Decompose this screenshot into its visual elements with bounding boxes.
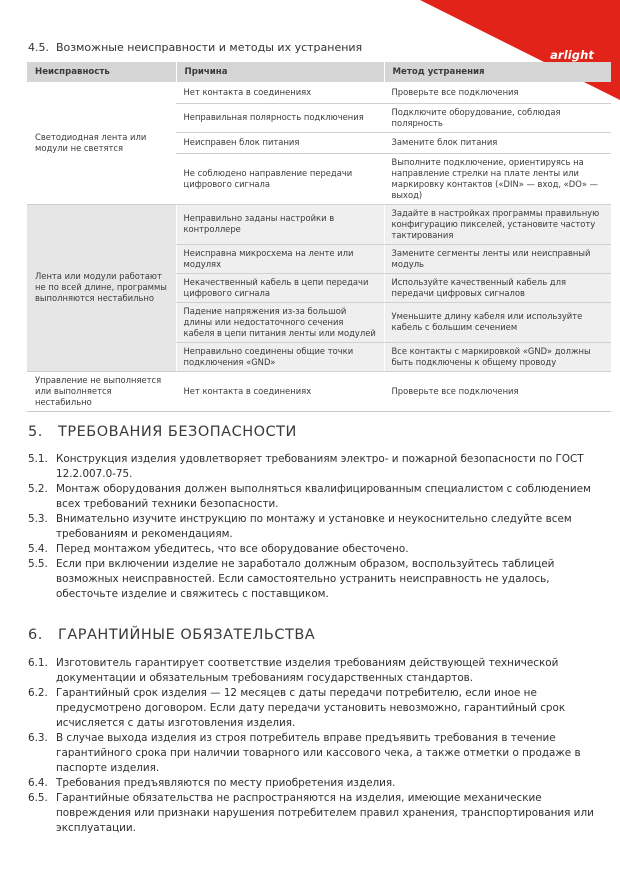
item-text: Гарантийный срок изделия — 12 месяцев с даты передачи потребителю, если иное не предусмотрено договором. Если дату передачи установить невозможно, гарантийный срок исчисляется с даты изготовления изделия. [56,687,566,729]
list-item [28,686,608,731]
item-text: Перед монтажом убедитесь, что все оборудование обесточено. [56,543,409,555]
cause-cell: Некачественный кабель в цепи передачи цифрового сигнала [176,273,384,302]
cause-cell: Падение напряжения из-за большой длины или недостаточного сечения кабеля в цепи питания ленты или модулей [176,302,384,342]
item-text: Гарантийные обязательства не распространяются на изделия, имеющие механические повреждения или признаки нарушения потребителем правил хранения, транспортирования или эксплуатации. [56,792,594,834]
item-text: Изготовитель гарантирует соответствие изделия требованиям действующей технической документации и обязательным требованиям государственных стандартов. [56,657,559,684]
fix-cell: Уменьшите длину кабеля или используйте кабель с большим сечением [384,302,611,342]
section-6-heading [28,627,315,643]
item-text: Если при включении изделие не заработало должным образом, воспользуйтесь таблицей возможных неисправностей. Если самостоятельно устранить неисправность не удалось, обесточьте изделие и свяжитесь с поставщиком. [56,558,555,600]
list-item [28,512,608,542]
faults-table [27,62,611,412]
fix-cell: Выполните подключение, ориентируясь на направление стрелки на плате ленты или маркировку контактов («DIN» — вход, «DO» — выход) [384,153,611,204]
cause-cell: Неисправна микросхема на ленте или модулях [176,244,384,273]
section-heading-text: ГАРАНТИЙНЫЕ ОБЯЗАТЕЛЬСТВА [58,627,316,643]
section-title-text: Возможные неисправности и методы их устранения [56,41,363,54]
item-text: Требования предъявляются по месту приобретения изделия. [56,777,396,789]
list-item [28,482,608,512]
list-item [28,791,608,836]
fix-cell: Замените блок питания [384,132,611,153]
fix-cell: Замените сегменты ленты или неисправный модуль [384,244,611,273]
item-number: 6.4. [28,777,48,789]
list-item [28,452,608,482]
header-fault: Неисправность [27,62,176,82]
section-heading-text: ТРЕБОВАНИЯ БЕЗОПАСНОСТИ [58,424,297,440]
cause-cell: Не соблюдено направление передачи цифрового сигнала [176,153,384,204]
symptom-cell: Лента или модули работают не по всей длине, программы выполняются нестабильно [27,204,176,371]
section-number: 5. [28,424,43,440]
cause-cell: Неправильная полярность подключения [176,103,384,132]
header-cause: Причина [176,62,384,82]
item-number: 6.3. [28,732,48,744]
list-item [28,776,608,791]
item-number: 6.1. [28,657,48,669]
item-number: 5.3. [28,513,48,525]
item-number: 6.2. [28,687,48,699]
section-number: 4.5. [28,41,49,54]
section-number: 6. [28,627,43,643]
symptom-cell: Светодиодная лента или модули не светятся [27,82,176,204]
section-5-heading [28,424,297,440]
cause-cell: Нет контакта в соединениях [176,371,384,411]
fix-cell: Используйте качественный кабель для передачи цифровых сигналов [384,273,611,302]
item-number: 5.4. [28,543,48,555]
list-item [28,656,608,686]
cause-cell: Неправильно соединены общие точки подключения «GND» [176,342,384,371]
fix-cell: Задайте в настройках программы правильную конфигурацию пикселей, установите частоту тактирования [384,204,611,244]
safety-requirements-list [28,452,608,602]
fix-cell: Проверьте все подключения [384,82,611,103]
cause-cell: Нет контакта в соединениях [176,82,384,103]
fix-cell: Проверьте все подключения [384,371,611,411]
item-number: 5.2. [28,483,48,495]
item-text: Монтаж оборудования должен выполняться квалифицированным специалистом с соблюдением всех требований техники безопасности. [56,483,591,510]
symptom-cell: Управление не выполняется или выполняется нестабильно [27,371,176,411]
item-number: 6.5. [28,792,48,804]
warranty-obligations-list [28,656,608,836]
arlight-logo: arlight [550,48,594,62]
cause-cell: Неправильно заданы настройки в контроллере [176,204,384,244]
table-header-row [27,62,611,82]
list-item [28,731,608,776]
item-text: В случае выхода изделия из строя потребитель вправе предъявить требования в течение гарантийного срока при наличии товарного или кассового чека, а также отметки о продаже в паспорте изделия. [56,732,581,774]
list-item [28,542,608,557]
item-text: Конструкция изделия удовлетворяет требованиям электро- и пожарной безопасности по ГОСТ 12.2.007.0-75. [56,453,584,480]
list-item [28,557,608,602]
item-number: 5.5. [28,558,48,570]
fix-cell: Все контакты с маркировкой «GND» должны быть подключены к общему проводу [384,342,611,371]
table-row [27,204,611,244]
divider [27,411,611,412]
fix-cell: Подключите оборудование, соблюдая полярность [384,103,611,132]
cause-cell: Неисправен блок питания [176,132,384,153]
table-row [27,371,611,411]
item-text: Внимательно изучите инструкцию по монтажу и установке и неукоснительно следуйте всем требованиям и рекомендациям. [56,513,572,540]
section-4-5-title [28,41,362,54]
table-row [27,82,611,103]
item-number: 5.1. [28,453,48,465]
header-fix: Метод устранения [384,62,611,82]
